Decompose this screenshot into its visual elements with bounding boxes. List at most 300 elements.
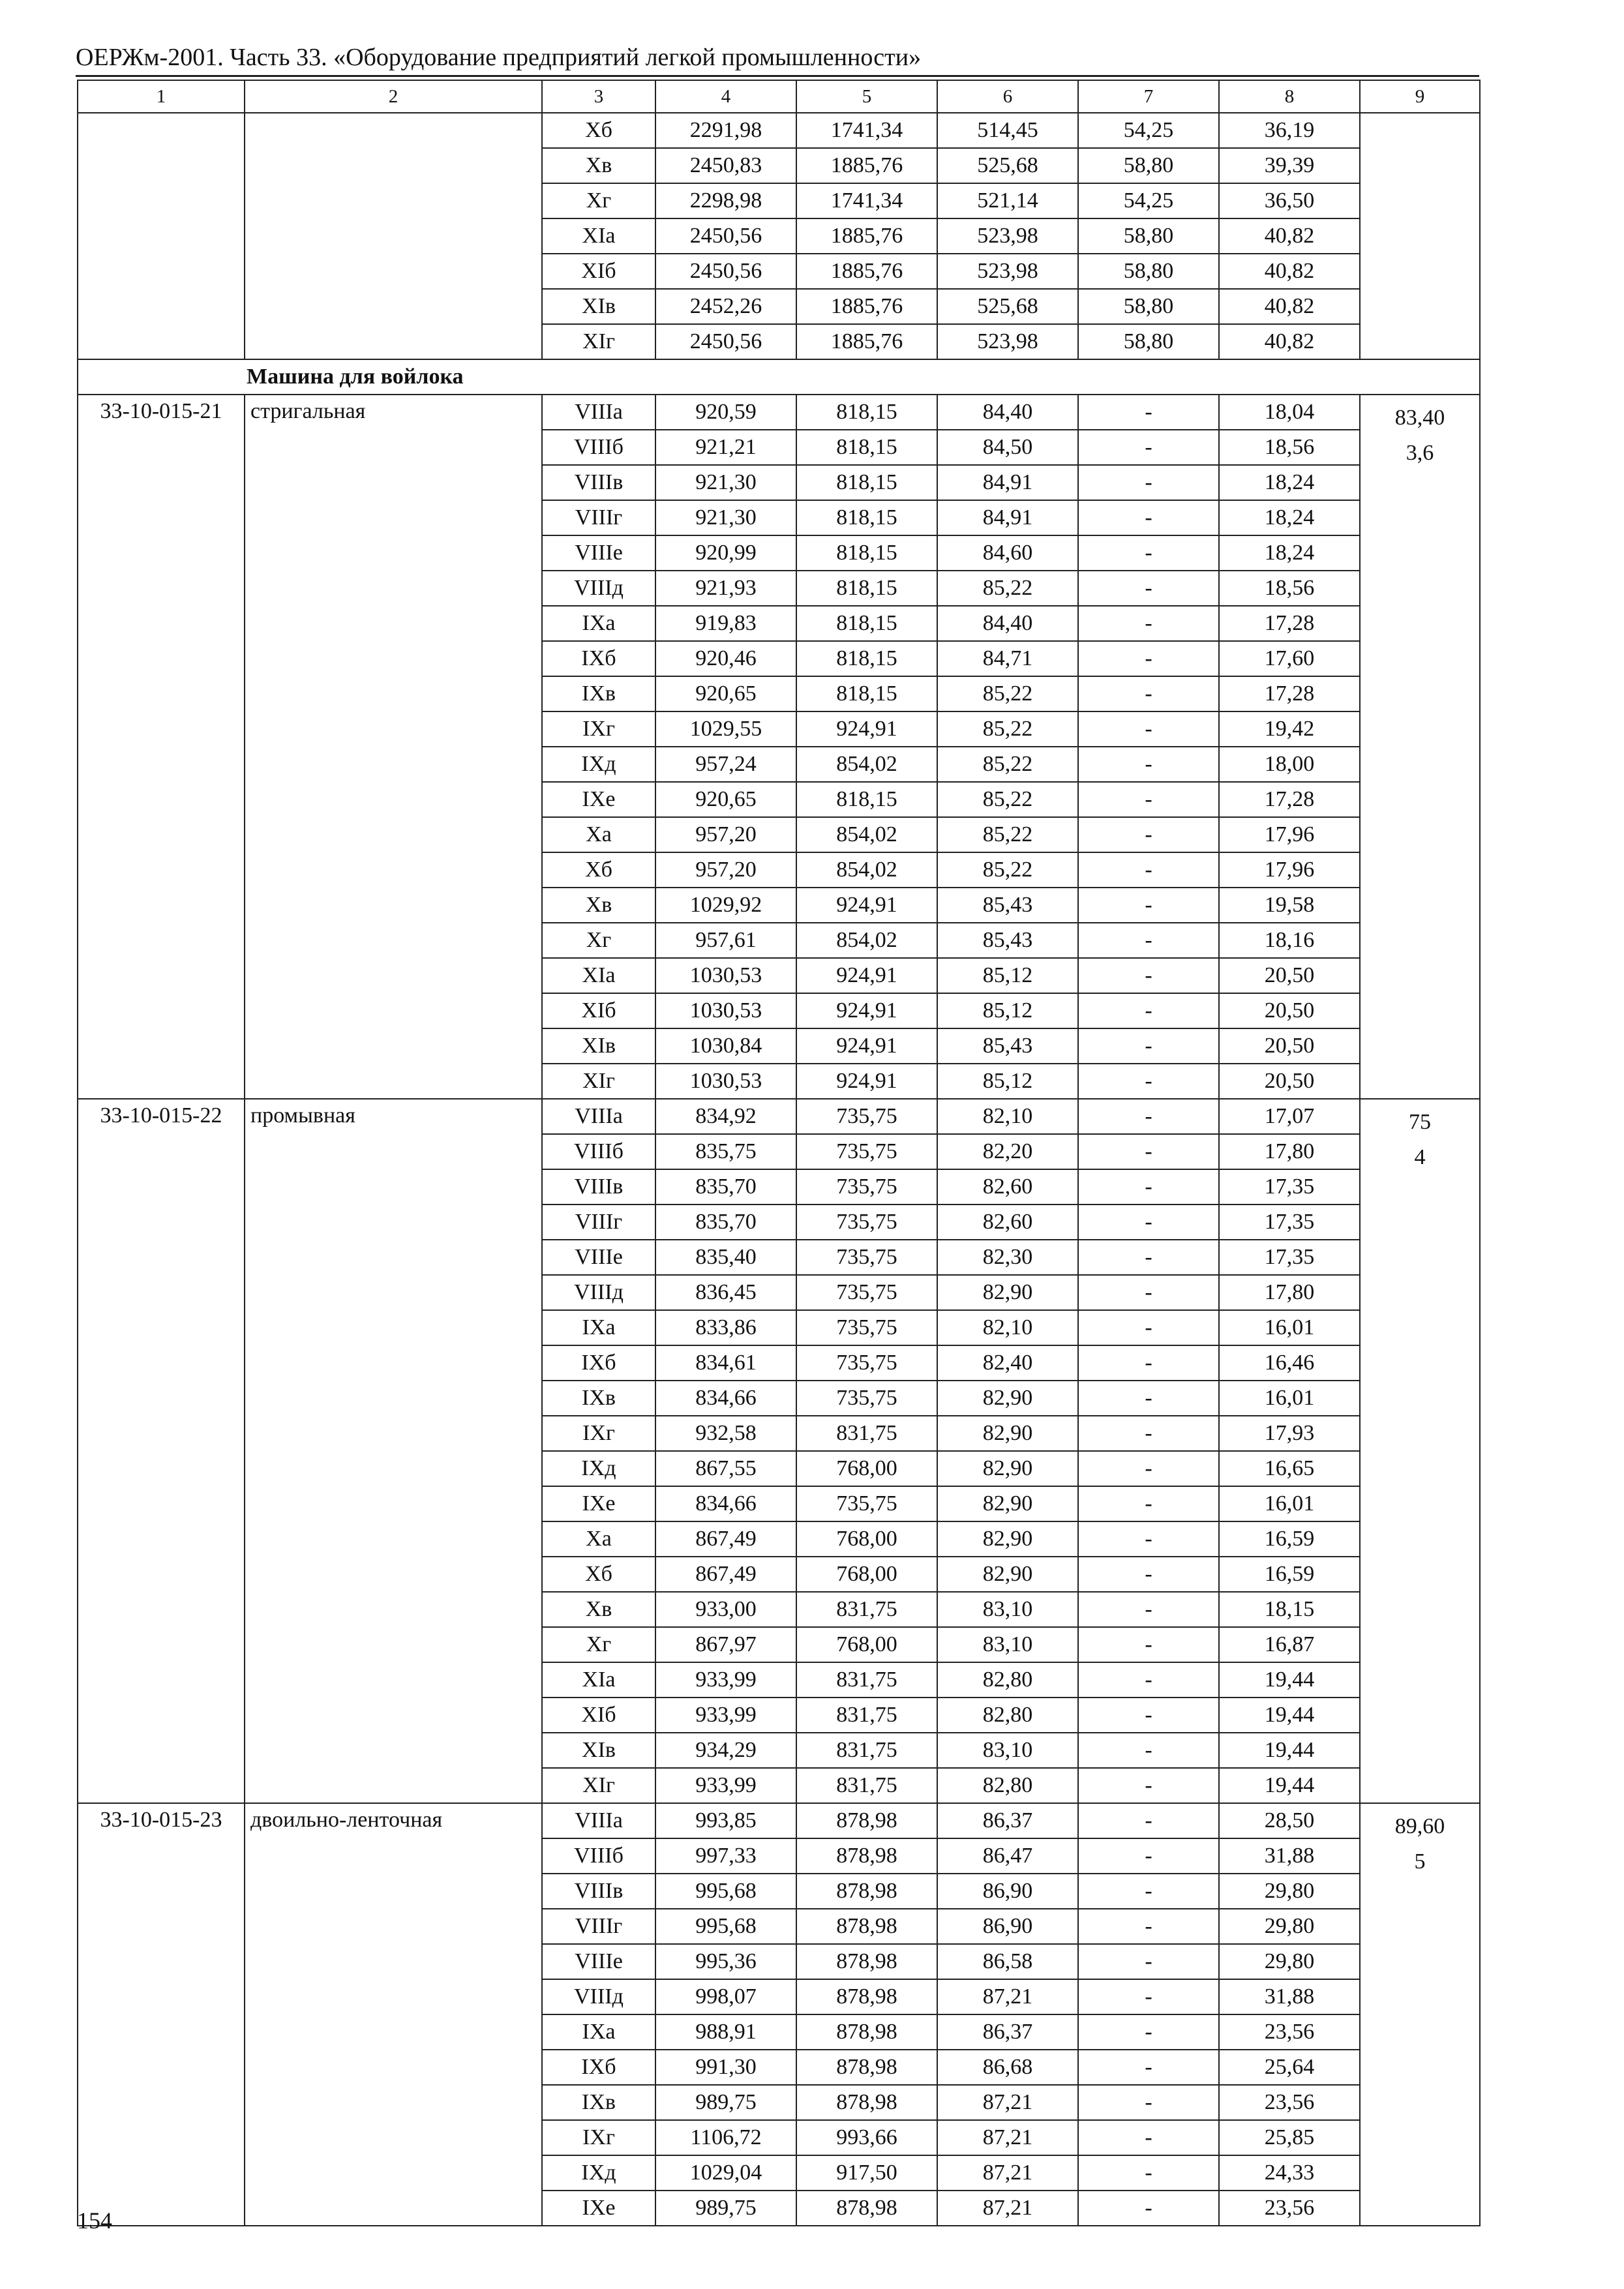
- labor-hours-cell: 18,16: [1219, 923, 1360, 958]
- machinist-wage-cell: -: [1078, 2014, 1219, 2050]
- total-cost-cell: 2450,56: [655, 324, 796, 359]
- total-cost-cell: 834,92: [655, 1099, 796, 1134]
- machine-cost-cell: 82,40: [937, 1345, 1078, 1381]
- machine-cost-cell: 85,22: [937, 747, 1078, 782]
- variant-cell: IХд: [542, 747, 655, 782]
- machine-cost-cell: 82,90: [937, 1381, 1078, 1416]
- total-cost-cell: 2298,98: [655, 183, 796, 218]
- total-cost-cell: 867,49: [655, 1521, 796, 1557]
- machine-cost-cell: 82,30: [937, 1240, 1078, 1275]
- total-cost-cell: 957,24: [655, 747, 796, 782]
- labor-cost-cell: 818,15: [796, 571, 937, 606]
- variant-cell: VIIIе: [542, 1240, 655, 1275]
- labor-cost-cell: 924,91: [796, 1028, 937, 1064]
- labor-hours-cell: 29,80: [1219, 1874, 1360, 1909]
- labor-hours-cell: 19,44: [1219, 1662, 1360, 1698]
- machine-cost-cell: 523,98: [937, 324, 1078, 359]
- extra-values-cell: [1360, 113, 1480, 359]
- variant-cell: VIIIа: [542, 1099, 655, 1134]
- column-number: 9: [1360, 80, 1480, 113]
- machinist-wage-cell: -: [1078, 1416, 1219, 1451]
- machinist-wage-cell: -: [1078, 1169, 1219, 1204]
- variant-cell: VIIIа: [542, 1803, 655, 1838]
- labor-hours-cell: 23,56: [1219, 2085, 1360, 2120]
- total-cost-cell: 920,46: [655, 641, 796, 676]
- variant-cell: Хг: [542, 1627, 655, 1662]
- column-number-row: [78, 80, 1480, 113]
- variant-cell: IХд: [542, 2155, 655, 2191]
- machine-cost-cell: 82,90: [937, 1521, 1078, 1557]
- machine-cost-cell: 85,43: [937, 923, 1078, 958]
- total-cost-cell: 834,66: [655, 1381, 796, 1416]
- rate-code-cell: 33-10-015-23: [78, 1803, 245, 2226]
- labor-hours-cell: 17,28: [1219, 676, 1360, 711]
- total-cost-cell: 921,93: [655, 571, 796, 606]
- labor-hours-cell: 29,80: [1219, 1944, 1360, 1979]
- machinist-wage-cell: -: [1078, 1134, 1219, 1169]
- total-cost-cell: 835,70: [655, 1204, 796, 1240]
- labor-cost-cell: 1885,76: [796, 324, 937, 359]
- equipment-name-cell: стригальная: [245, 395, 542, 1099]
- machine-cost-cell: 84,40: [937, 606, 1078, 641]
- labor-hours-cell: 17,07: [1219, 1099, 1360, 1134]
- variant-cell: ХIв: [542, 1028, 655, 1064]
- labor-cost-cell: 768,00: [796, 1627, 937, 1662]
- labor-cost-cell: 854,02: [796, 852, 937, 888]
- machine-cost-cell: 83,10: [937, 1627, 1078, 1662]
- machinist-wage-cell: 58,80: [1078, 289, 1219, 324]
- machine-cost-cell: 84,91: [937, 500, 1078, 535]
- labor-cost-cell: 924,91: [796, 993, 937, 1028]
- variant-cell: VIIIб: [542, 430, 655, 465]
- variant-cell: ХIв: [542, 1733, 655, 1768]
- machine-cost-cell: 82,90: [937, 1416, 1078, 1451]
- machinist-wage-cell: -: [1078, 676, 1219, 711]
- machine-cost-cell: 86,47: [937, 1838, 1078, 1874]
- variant-cell: Ха: [542, 1521, 655, 1557]
- section-heading-row: [78, 359, 1480, 395]
- variant-cell: IХе: [542, 782, 655, 817]
- machine-cost-cell: 85,12: [937, 1064, 1078, 1099]
- variant-cell: ХIб: [542, 1698, 655, 1733]
- extra-values-cell: [1360, 1803, 1480, 2226]
- total-cost-cell: 932,58: [655, 1416, 796, 1451]
- machinist-wage-cell: -: [1078, 2050, 1219, 2085]
- total-cost-cell: 993,85: [655, 1803, 796, 1838]
- section-heading: Машина для войлока: [247, 365, 464, 389]
- machine-cost-cell: 85,22: [937, 676, 1078, 711]
- machine-cost-cell: 84,40: [937, 395, 1078, 430]
- machine-cost-cell: 84,50: [937, 430, 1078, 465]
- variant-cell: ХIа: [542, 218, 655, 254]
- machinist-wage-cell: -: [1078, 1592, 1219, 1627]
- table-row: [78, 1803, 1480, 1838]
- machine-cost-cell: 84,60: [937, 535, 1078, 571]
- variant-cell: IХе: [542, 1486, 655, 1521]
- extra-value: 4: [1414, 1145, 1426, 1169]
- machinist-wage-cell: -: [1078, 852, 1219, 888]
- variant-cell: IХа: [542, 1310, 655, 1345]
- machinist-wage-cell: 54,25: [1078, 113, 1219, 148]
- machinist-wage-cell: 54,25: [1078, 183, 1219, 218]
- table-row: [78, 113, 1480, 148]
- machine-cost-cell: 87,21: [937, 1979, 1078, 2014]
- total-cost-cell: 995,68: [655, 1909, 796, 1944]
- column-number: 3: [542, 80, 655, 113]
- labor-cost-cell: 993,66: [796, 2120, 937, 2155]
- total-cost-cell: 1030,53: [655, 958, 796, 993]
- labor-cost-cell: 1741,34: [796, 183, 937, 218]
- machinist-wage-cell: -: [1078, 1486, 1219, 1521]
- machine-cost-cell: 523,98: [937, 254, 1078, 289]
- labor-cost-cell: 878,98: [796, 2014, 937, 2050]
- variant-cell: IХа: [542, 2014, 655, 2050]
- labor-cost-cell: 768,00: [796, 1521, 937, 1557]
- labor-hours-cell: 17,93: [1219, 1416, 1360, 1451]
- labor-hours-cell: 29,80: [1219, 1909, 1360, 1944]
- machinist-wage-cell: -: [1078, 1557, 1219, 1592]
- column-number: 1: [78, 80, 245, 113]
- variant-cell: VIIIа: [542, 395, 655, 430]
- labor-hours-cell: 16,65: [1219, 1451, 1360, 1486]
- machinist-wage-cell: -: [1078, 2085, 1219, 2120]
- machine-cost-cell: 82,90: [937, 1557, 1078, 1592]
- machine-cost-cell: 82,90: [937, 1451, 1078, 1486]
- total-cost-cell: 995,68: [655, 1874, 796, 1909]
- labor-hours-cell: 16,01: [1219, 1486, 1360, 1521]
- labor-hours-cell: 16,01: [1219, 1310, 1360, 1345]
- total-cost-cell: 991,30: [655, 2050, 796, 2085]
- total-cost-cell: 933,00: [655, 1592, 796, 1627]
- labor-cost-cell: 878,98: [796, 1909, 937, 1944]
- labor-cost-cell: 831,75: [796, 1698, 937, 1733]
- labor-cost-cell: 878,98: [796, 2085, 937, 2120]
- variant-cell: IХв: [542, 676, 655, 711]
- labor-cost-cell: 768,00: [796, 1557, 937, 1592]
- total-cost-cell: 1029,92: [655, 888, 796, 923]
- machine-cost-cell: 82,80: [937, 1698, 1078, 1733]
- variant-cell: VIIIг: [542, 500, 655, 535]
- machine-cost-cell: 85,22: [937, 817, 1078, 852]
- variant-cell: IХб: [542, 2050, 655, 2085]
- rates-table-container: [77, 80, 1481, 2226]
- machinist-wage-cell: -: [1078, 1768, 1219, 1803]
- machine-cost-cell: 82,80: [937, 1662, 1078, 1698]
- machine-cost-cell: 82,80: [937, 1768, 1078, 1803]
- labor-cost-cell: 1741,34: [796, 113, 937, 148]
- machine-cost-cell: 87,21: [937, 2085, 1078, 2120]
- machinist-wage-cell: -: [1078, 1381, 1219, 1416]
- machinist-wage-cell: -: [1078, 1979, 1219, 2014]
- variant-cell: ХIа: [542, 1662, 655, 1698]
- labor-hours-cell: 18,24: [1219, 465, 1360, 500]
- machine-cost-cell: 87,21: [937, 2191, 1078, 2226]
- labor-cost-cell: 735,75: [796, 1099, 937, 1134]
- labor-cost-cell: 818,15: [796, 535, 937, 571]
- variant-cell: ХIг: [542, 1064, 655, 1099]
- variant-cell: IХа: [542, 606, 655, 641]
- variant-cell: VIIIв: [542, 1169, 655, 1204]
- labor-cost-cell: 735,75: [796, 1381, 937, 1416]
- total-cost-cell: 1106,72: [655, 2120, 796, 2155]
- labor-hours-cell: 19,44: [1219, 1768, 1360, 1803]
- machinist-wage-cell: -: [1078, 500, 1219, 535]
- variant-cell: VIIIг: [542, 1204, 655, 1240]
- labor-hours-cell: 40,82: [1219, 218, 1360, 254]
- labor-hours-cell: 19,42: [1219, 711, 1360, 747]
- machinist-wage-cell: -: [1078, 606, 1219, 641]
- labor-hours-cell: 16,01: [1219, 1381, 1360, 1416]
- machinist-wage-cell: -: [1078, 1733, 1219, 1768]
- variant-cell: IХг: [542, 2120, 655, 2155]
- variant-cell: VIIIе: [542, 535, 655, 571]
- variant-cell: VIIIе: [542, 1944, 655, 1979]
- labor-cost-cell: 818,15: [796, 641, 937, 676]
- variant-cell: Хв: [542, 888, 655, 923]
- rates-table: [77, 80, 1481, 2226]
- extra-values-cell: [1360, 1099, 1480, 1803]
- labor-hours-cell: 18,00: [1219, 747, 1360, 782]
- variant-cell: Хг: [542, 923, 655, 958]
- variant-cell: VIIIв: [542, 465, 655, 500]
- machine-cost-cell: 87,21: [937, 2155, 1078, 2191]
- machinist-wage-cell: -: [1078, 923, 1219, 958]
- variant-cell: IХв: [542, 1381, 655, 1416]
- total-cost-cell: 957,20: [655, 817, 796, 852]
- labor-hours-cell: 40,82: [1219, 324, 1360, 359]
- variant-cell: IХб: [542, 641, 655, 676]
- labor-cost-cell: 917,50: [796, 2155, 937, 2191]
- labor-hours-cell: 40,82: [1219, 254, 1360, 289]
- labor-hours-cell: 19,44: [1219, 1698, 1360, 1733]
- equipment-name-cell: [245, 113, 542, 359]
- labor-hours-cell: 17,96: [1219, 817, 1360, 852]
- labor-hours-cell: 23,56: [1219, 2014, 1360, 2050]
- machine-cost-cell: 514,45: [937, 113, 1078, 148]
- labor-hours-cell: 18,24: [1219, 535, 1360, 571]
- labor-cost-cell: 878,98: [796, 1944, 937, 1979]
- labor-hours-cell: 20,50: [1219, 958, 1360, 993]
- labor-cost-cell: 735,75: [796, 1204, 937, 1240]
- labor-hours-cell: 20,50: [1219, 993, 1360, 1028]
- total-cost-cell: 921,21: [655, 430, 796, 465]
- machine-cost-cell: 82,10: [937, 1099, 1078, 1134]
- total-cost-cell: 957,20: [655, 852, 796, 888]
- labor-cost-cell: 878,98: [796, 1874, 937, 1909]
- labor-cost-cell: 818,15: [796, 782, 937, 817]
- labor-cost-cell: 768,00: [796, 1451, 937, 1486]
- extra-value: 3,6: [1406, 441, 1434, 465]
- variant-cell: IХв: [542, 2085, 655, 2120]
- page-header-title: ОЕРЖм-2001. Часть 33. «Оборудование предприятий легкой промышленности»: [76, 44, 922, 71]
- labor-cost-cell: 735,75: [796, 1275, 937, 1310]
- variant-cell: VIIIб: [542, 1134, 655, 1169]
- machinist-wage-cell: -: [1078, 1451, 1219, 1486]
- variant-cell: ХIб: [542, 254, 655, 289]
- machinist-wage-cell: -: [1078, 1028, 1219, 1064]
- total-cost-cell: 2450,56: [655, 254, 796, 289]
- labor-cost-cell: 854,02: [796, 923, 937, 958]
- labor-cost-cell: 854,02: [796, 817, 937, 852]
- labor-cost-cell: 831,75: [796, 1662, 937, 1698]
- labor-hours-cell: 17,28: [1219, 606, 1360, 641]
- total-cost-cell: 957,61: [655, 923, 796, 958]
- machinist-wage-cell: -: [1078, 535, 1219, 571]
- machine-cost-cell: 85,12: [937, 958, 1078, 993]
- machinist-wage-cell: -: [1078, 958, 1219, 993]
- machine-cost-cell: 85,12: [937, 993, 1078, 1028]
- machine-cost-cell: 85,43: [937, 888, 1078, 923]
- machine-cost-cell: 82,90: [937, 1486, 1078, 1521]
- total-cost-cell: 989,75: [655, 2191, 796, 2226]
- labor-cost-cell: 818,15: [796, 500, 937, 535]
- variant-cell: Хв: [542, 1592, 655, 1627]
- table-row: [78, 1099, 1480, 1134]
- machine-cost-cell: 86,90: [937, 1909, 1078, 1944]
- variant-cell: IХг: [542, 1416, 655, 1451]
- machinist-wage-cell: -: [1078, 888, 1219, 923]
- total-cost-cell: 920,65: [655, 782, 796, 817]
- variant-cell: Хб: [542, 1557, 655, 1592]
- total-cost-cell: 833,86: [655, 1310, 796, 1345]
- labor-hours-cell: 18,56: [1219, 430, 1360, 465]
- labor-hours-cell: 25,64: [1219, 2050, 1360, 2085]
- total-cost-cell: 920,65: [655, 676, 796, 711]
- total-cost-cell: 2452,26: [655, 289, 796, 324]
- machinist-wage-cell: -: [1078, 1698, 1219, 1733]
- labor-hours-cell: 16,59: [1219, 1557, 1360, 1592]
- machine-cost-cell: 82,90: [937, 1275, 1078, 1310]
- variant-cell: VIIIд: [542, 1275, 655, 1310]
- labor-cost-cell: 818,15: [796, 430, 937, 465]
- labor-cost-cell: 854,02: [796, 747, 937, 782]
- labor-cost-cell: 818,15: [796, 606, 937, 641]
- machinist-wage-cell: -: [1078, 1627, 1219, 1662]
- extra-values-cell: [1360, 395, 1480, 1099]
- machine-cost-cell: 84,71: [937, 641, 1078, 676]
- labor-cost-cell: 924,91: [796, 958, 937, 993]
- total-cost-cell: 2291,98: [655, 113, 796, 148]
- labor-hours-cell: 17,80: [1219, 1275, 1360, 1310]
- total-cost-cell: 834,61: [655, 1345, 796, 1381]
- labor-cost-cell: 924,91: [796, 888, 937, 923]
- variant-cell: VIIIд: [542, 571, 655, 606]
- labor-hours-cell: 18,56: [1219, 571, 1360, 606]
- total-cost-cell: 989,75: [655, 2085, 796, 2120]
- total-cost-cell: 988,91: [655, 2014, 796, 2050]
- machinist-wage-cell: -: [1078, 1310, 1219, 1345]
- column-number: 8: [1219, 80, 1360, 113]
- machinist-wage-cell: -: [1078, 747, 1219, 782]
- machinist-wage-cell: -: [1078, 993, 1219, 1028]
- page-number: 154: [77, 2207, 112, 2234]
- labor-hours-cell: 25,85: [1219, 2120, 1360, 2155]
- variant-cell: IХб: [542, 1345, 655, 1381]
- variant-cell: VIIIг: [542, 1909, 655, 1944]
- labor-cost-cell: 924,91: [796, 711, 937, 747]
- labor-cost-cell: 735,75: [796, 1345, 937, 1381]
- total-cost-cell: 995,36: [655, 1944, 796, 1979]
- labor-cost-cell: 818,15: [796, 676, 937, 711]
- labor-hours-cell: 18,04: [1219, 395, 1360, 430]
- machinist-wage-cell: -: [1078, 1521, 1219, 1557]
- total-cost-cell: 835,75: [655, 1134, 796, 1169]
- labor-hours-cell: 20,50: [1219, 1064, 1360, 1099]
- variant-cell: VIIIд: [542, 1979, 655, 2014]
- labor-hours-cell: 36,50: [1219, 183, 1360, 218]
- labor-cost-cell: 878,98: [796, 2191, 937, 2226]
- labor-cost-cell: 878,98: [796, 1803, 937, 1838]
- labor-hours-cell: 19,44: [1219, 1733, 1360, 1768]
- total-cost-cell: 2450,83: [655, 148, 796, 183]
- labor-hours-cell: 16,59: [1219, 1521, 1360, 1557]
- labor-hours-cell: 20,50: [1219, 1028, 1360, 1064]
- labor-hours-cell: 17,96: [1219, 852, 1360, 888]
- machine-cost-cell: 87,21: [937, 2120, 1078, 2155]
- variant-cell: Хб: [542, 113, 655, 148]
- labor-hours-cell: 16,46: [1219, 1345, 1360, 1381]
- total-cost-cell: 834,66: [655, 1486, 796, 1521]
- machine-cost-cell: 83,10: [937, 1733, 1078, 1768]
- labor-cost-cell: 831,75: [796, 1768, 937, 1803]
- labor-cost-cell: 735,75: [796, 1134, 937, 1169]
- total-cost-cell: 1030,53: [655, 1064, 796, 1099]
- machinist-wage-cell: -: [1078, 1204, 1219, 1240]
- machinist-wage-cell: -: [1078, 430, 1219, 465]
- total-cost-cell: 1030,53: [655, 993, 796, 1028]
- extra-value: 75: [1409, 1110, 1431, 1134]
- machinist-wage-cell: -: [1078, 1874, 1219, 1909]
- rate-code-cell: [78, 113, 245, 359]
- labor-hours-cell: 17,35: [1219, 1169, 1360, 1204]
- machinist-wage-cell: -: [1078, 1345, 1219, 1381]
- machinist-wage-cell: 58,80: [1078, 148, 1219, 183]
- variant-cell: VIIIв: [542, 1874, 655, 1909]
- machinist-wage-cell: -: [1078, 1662, 1219, 1698]
- machinist-wage-cell: 58,80: [1078, 218, 1219, 254]
- labor-cost-cell: 831,75: [796, 1733, 937, 1768]
- section-heading-cell: [78, 359, 1480, 395]
- column-number: 5: [796, 80, 937, 113]
- machinist-wage-cell: -: [1078, 1803, 1219, 1838]
- machinist-wage-cell: -: [1078, 1838, 1219, 1874]
- labor-hours-cell: 17,80: [1219, 1134, 1360, 1169]
- labor-cost-cell: 735,75: [796, 1310, 937, 1345]
- machine-cost-cell: 82,60: [937, 1169, 1078, 1204]
- labor-cost-cell: 1885,76: [796, 148, 937, 183]
- labor-cost-cell: 1885,76: [796, 218, 937, 254]
- labor-cost-cell: 878,98: [796, 2050, 937, 2085]
- labor-hours-cell: 31,88: [1219, 1979, 1360, 2014]
- machinist-wage-cell: -: [1078, 1099, 1219, 1134]
- rate-code-cell: 33-10-015-22: [78, 1099, 245, 1803]
- machinist-wage-cell: -: [1078, 2120, 1219, 2155]
- machinist-wage-cell: -: [1078, 465, 1219, 500]
- header-divider: [76, 75, 1479, 77]
- machine-cost-cell: 82,60: [937, 1204, 1078, 1240]
- machine-cost-cell: 85,22: [937, 571, 1078, 606]
- total-cost-cell: 933,99: [655, 1768, 796, 1803]
- labor-cost-cell: 878,98: [796, 1838, 937, 1874]
- machine-cost-cell: 82,10: [937, 1310, 1078, 1345]
- machinist-wage-cell: -: [1078, 782, 1219, 817]
- labor-hours-cell: 36,19: [1219, 113, 1360, 148]
- column-number: 2: [245, 80, 542, 113]
- machine-cost-cell: 84,91: [937, 465, 1078, 500]
- rates-table-body: [78, 80, 1480, 2226]
- labor-cost-cell: 831,75: [796, 1416, 937, 1451]
- machinist-wage-cell: -: [1078, 711, 1219, 747]
